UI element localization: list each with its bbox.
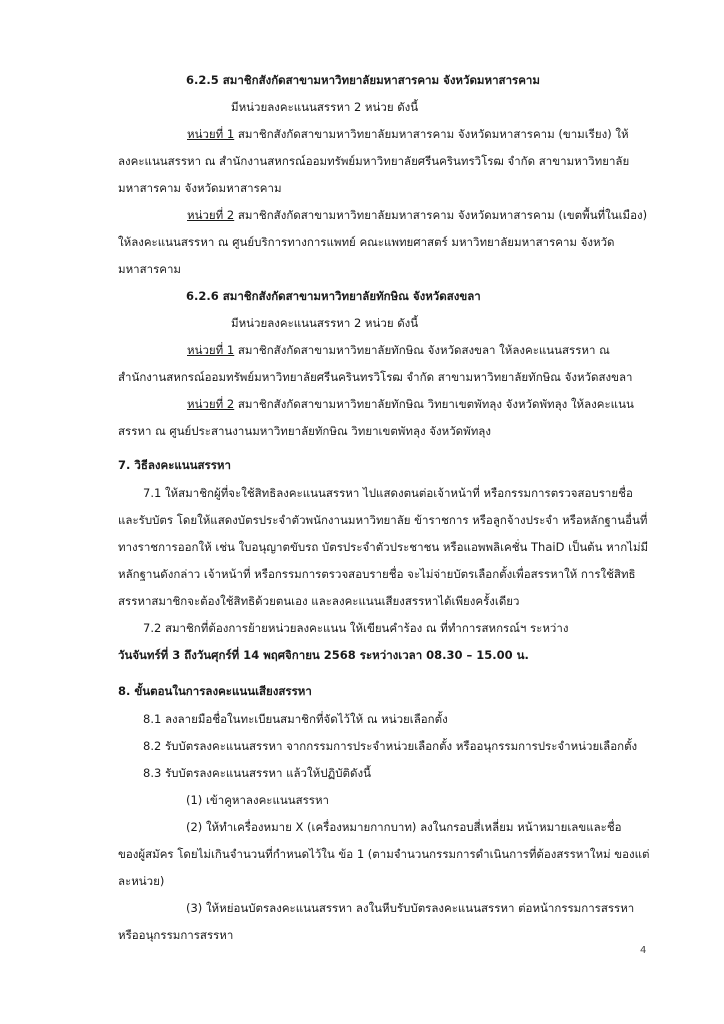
section-625-unit1-line3: มหาสารคาม จังหวัดมหาสารคาม	[118, 181, 282, 195]
section-71-line3: ทางราชการออกให้ เช่น ใบอนุญาตขับรถ บัตรประจำตัวประชาชน หรือแอพพลิเคชั่น ThaiD เป็นต้น หากไม่มี	[118, 540, 649, 554]
section-625-unit1-line1	[187, 129, 629, 141]
section-626-heading: 6.2.6 สมาชิกสังกัดสาขามหาวิทยาลัยทักษิณ จังหวัดสงขลา	[186, 289, 481, 303]
section-625-unit2-line2: ให้ลงคะแนนสรรหา ณ ศูนย์บริการทางการแพทย์ คณะแพทยศาสตร์ มหาวิทยาลัยมหาสารคาม จังหวัด	[118, 235, 615, 249]
section-83: 8.3 รับบัตรลงคะแนนสรรหา แล้วให้ปฏิบัติดังนี้	[143, 766, 371, 780]
section-82: 8.2 รับบัตรลงคะแนนสรรหา จากกรรมการประจำหน่วยเลือกตั้ง หรืออนุกรรมการประจำหน่วยเลือกตั้ง	[143, 739, 638, 753]
section-626-unit2-line2: สรรหา ณ ศูนย์ประสานงานมหาวิทยาลัยทักษิณ วิทยาเขตพัทลุง จังหวัดพัทลุง	[118, 424, 491, 438]
section-71-line2: และรับบัตร โดยให้แสดงบัตรประจำตัวพนักงานมหาวิทยาลัย ข้าราชการ หรือลูกจ้างประจำ หรือหลักฐานอื่นที่	[118, 513, 648, 527]
unit-text: สมาชิกสังกัดสาขามหาวิทยาลัยทักษิณ จังหวัดสงขลา ให้ลงคะแนนสรรหา ณ	[237, 343, 610, 357]
section-625-heading: 6.2.5 สมาชิกสังกัดสาขามหาวิทยาลัยมหาสารคาม จังหวัดมหาสารคาม	[186, 73, 540, 87]
unit-text: สมาชิกสังกัดสาขามหาวิทยาลัยมหาสารคาม จังหวัดมหาสารคาม (เขตพื้นที่ในเมือง)	[237, 208, 648, 222]
section-625-unit2-line3: มหาสารคาม	[118, 262, 182, 276]
step-1: (1) เข้าคูหาลงคะแนนสรรหา	[186, 793, 330, 807]
section-625-intro: มีหน่วยลงคะแนนสรรหา 2 หน่วย ดังนี้	[231, 100, 419, 114]
page-number: 4	[640, 945, 647, 956]
section-71-line1: 7.1 ให้สมาชิกผู้ที่จะใช้สิทธิลงคะแนนสรรหา ไปแสดงตนต่อเจ้าหน้าที่ หรือกรรมการตรวจสอบรายชื่อ	[143, 486, 633, 500]
step-3-line1: (3) ให้หย่อนบัตรลงคะแนนสรรหา ลงในหีบรับบัตรลงคะแนนสรรหา ต่อหน้ากรรมการสรรหา	[186, 901, 635, 915]
section-625-unit1-line2: ลงคะแนนสรรหา ณ สำนักงานสหกรณ์ออมทรัพย์มหาวิทยาลัยศรีนครินทรวิโรฒ จำกัด สาขามหาวิทยาลัย	[118, 154, 630, 168]
unit-label: หน่วยที่ 2	[187, 397, 235, 411]
section-626-intro: มีหน่วยลงคะแนนสรรหา 2 หน่วย ดังนี้	[231, 316, 419, 330]
step-2-line3: ละหน่วย)	[118, 874, 165, 888]
section-626-unit2-line1	[187, 399, 634, 411]
step-3-line2: หรืออนุกรรมการสรรหา	[118, 928, 234, 942]
section-626-unit1-line2: สำนักงานสหกรณ์ออมทรัพย์มหาวิทยาลัยศรีนครินทรวิโรฒ จำกัด สาขามหาวิทยาลัยทักษิณ จังหวัดสงขลา	[118, 370, 633, 384]
unit-label: หน่วยที่ 1	[187, 343, 235, 357]
section-71-line5: สรรหาสมาชิกจะต้องใช้สิทธิด้วยตนเอง และลงคะแนนเสียงสรรหาได้เพียงครั้งเดียว	[118, 594, 520, 608]
unit-text: สมาชิกสังกัดสาขามหาวิทยาลัยมหาสารคาม จังหวัดมหาสารคาม (ขามเรียง) ให้	[237, 127, 629, 141]
section-81: 8.1 ลงลายมือชื่อในทะเบียนสมาชิกที่จัดไว้ให้ ณ หน่วยเลือกตั้ง	[143, 712, 448, 726]
section-8-heading: 8. ขั้นตอนในการลงคะแนนเสียงสรรหา	[118, 684, 312, 698]
step-2-line2: ของผู้สมัคร โดยไม่เกินจำนวนที่กำหนดไว้ใน ข้อ 1 (ตามจำนวนกรรมการดำเนินการที่ต้องสรรหาใหม่ ของแต่	[118, 847, 650, 861]
step-2-line1: (2) ให้ทำเครื่องหมาย X (เครื่องหมายกากบาท) ลงในกรอบสี่เหลี่ยม หน้าหมายเลขและชื่อ	[186, 820, 622, 834]
section-7-heading: 7. วิธีลงคะแนนสรรหา	[118, 458, 231, 472]
unit-label: หน่วยที่ 1	[187, 127, 235, 141]
section-72-line1: 7.2 สมาชิกที่ต้องการย้ายหน่วยลงคะแนน ให้เขียนคำร้อง ณ ที่ทำการสหกรณ์ฯ ระหว่าง	[143, 621, 569, 635]
unit-text: สมาชิกสังกัดสาขามหาวิทยาลัยทักษิณ วิทยาเขตพัทลุง จังหวัดพัทลุง ให้ลงคะแนน	[237, 397, 634, 411]
section-626-unit1-line1	[187, 345, 610, 357]
section-72-line2: วันจันทร์ที่ 3 ถึงวันศุกร์ที่ 14 พฤศจิกายน 2568 ระหว่างเวลา 08.30 – 15.00 น.	[118, 648, 529, 662]
section-71-line4: หลักฐานดังกล่าว เจ้าหน้าที่ หรือกรรมการตรวจสอบรายชื่อ จะไม่จ่ายบัตรเลือกตั้งเพื่อสรรหาให้ การใช้สิทธิ	[118, 567, 636, 581]
unit-label: หน่วยที่ 2	[187, 208, 235, 222]
section-625-unit2-line1	[187, 210, 647, 222]
